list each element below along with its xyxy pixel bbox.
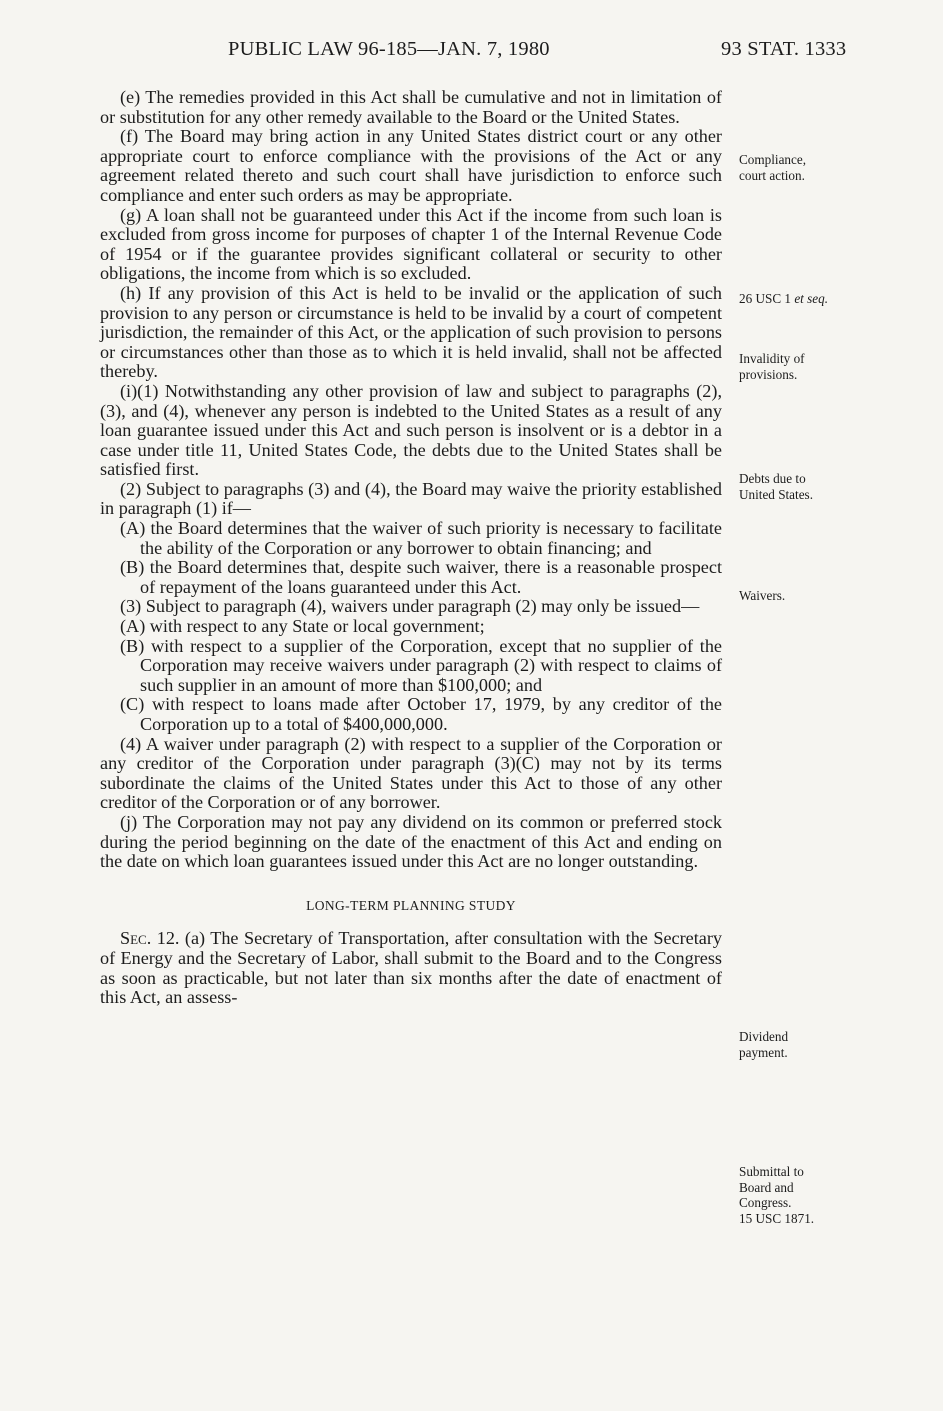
section-heading: LONG-TERM PLANNING STUDY bbox=[306, 897, 516, 913]
paragraph-i3b: (B) with respect to a supplier of the Corporation, except that no supplier of the Corporation may receive waivers under paragraph (2) with respect to claims of such supplier in an amount of more than $100,000; and bbox=[120, 635, 722, 695]
paragraph-i2a: (A) the Board determines that the waiver of such priority is necessary to facilitate the ability of the Corporation or any borrower to obtain financing; and bbox=[120, 518, 722, 558]
margin-note-submittal: Submittal to Board and Congress. 15 USC 1871. bbox=[739, 1164, 815, 1226]
page-header bbox=[0, 38, 943, 68]
paragraph-i4: (4) A waiver under paragraph (2) with respect to a supplier of the Corporation or any creditor of the Corporation under paragraph (3)(C) may not by its terms subordinate the claims of the United States under this Act to those of any other creditor of the Corporation or of any borrower. bbox=[100, 733, 722, 813]
main-text bbox=[100, 88, 722, 1008]
paragraph-i2: (2) Subject to paragraphs (3) and (4), the Board may waive the priority established in paragraph (1) if— bbox=[100, 478, 722, 519]
paragraph-e: (e) The remedies provided in this Act shall be cumulative and not in limitation of or substitution for any other remedy available to the Board or the United States. bbox=[100, 87, 722, 127]
section-12-text: (a) The Secretary of Transportation, after consultation with the Secretary of Energy and the Secretary of Labor, shall submit to the Board and to the Congress as soon as practicable, but not later than six months after the date of enactment of this Act, an assess- bbox=[100, 928, 722, 1008]
header-title: PUBLIC LAW 96-185—JAN. 7, 1980 bbox=[228, 38, 550, 60]
paragraph-h: (h) If any provision of this Act is held to be invalid or the application of such provision to any person or circumstance is held to be invalid by a court of competent jurisdiction, the remainder of this Act, or the application of such provision to persons or circumstances other than those as to which it is held invalid, shall not be affected thereby. bbox=[100, 282, 722, 382]
section-label: Sec. 12. bbox=[120, 928, 180, 949]
paragraph-i2b: (B) the Board determines that, despite such waiver, there is a reasonable prospect of repayment of the loans guaranteed under this Act. bbox=[120, 557, 722, 597]
paragraph-i3c: (C) with respect to loans made after October 17, 1979, by any creditor of the Corporation up to a total of $400,000,000. bbox=[120, 694, 722, 734]
margin-note-dividend: Dividend payment. bbox=[739, 1029, 789, 1060]
margin-note-compliance: Compliance, court action. bbox=[739, 152, 807, 183]
paragraph-j: (j) The Corporation may not pay any dividend on its common or preferred stock during the period beginning on the date of the enactment of this Act and ending on the date on which loan guarantees issued under this Act are no longer outstanding. bbox=[100, 811, 722, 872]
paragraph-i3a: (A) with respect to any State or local government; bbox=[120, 616, 485, 637]
section-12-paragraph bbox=[100, 929, 722, 1007]
paragraph-g: (g) A loan shall not be guaranteed under this Act if the income from such loan is excluded from gross income for purposes of chapter 1 of the Internal Revenue Code of 1954 or if the guarantee provides significant collateral or security to other obligations, the income from which is so excluded. bbox=[100, 204, 722, 284]
margin-note-invalidity: Invalidity of provisions. bbox=[739, 351, 805, 382]
paragraph-f: (f) The Board may bring action in any United States district court or any other appropriate court to enforce compliance with the provisions of the Act or any agreement related thereto and such court shall have jurisdiction to enforce such compliance and enter such orders as may be appropriate. bbox=[100, 126, 722, 205]
paragraph-i3: (3) Subject to paragraph (4), waivers under paragraph (2) may only be issued— bbox=[120, 596, 700, 617]
margin-note-26-usc: 26 USC 1 et seq. bbox=[739, 291, 829, 306]
header-stat-page: 93 STAT. 1333 bbox=[721, 38, 847, 60]
paragraph-i1: (i)(1) Notwithstanding any other provision of law and subject to paragraphs (2), (3), and (4), whenever any person is indebted to the United States as a result of any loan guarantee issued under this Act and such person is insolvent or is a debtor in a case under title 11, United States Code, the debts due to the United States shall be satisfied first. bbox=[100, 380, 722, 480]
margin-note-waivers: Waivers. bbox=[739, 588, 786, 603]
margin-note-debts: Debts due to United States. bbox=[739, 471, 813, 502]
